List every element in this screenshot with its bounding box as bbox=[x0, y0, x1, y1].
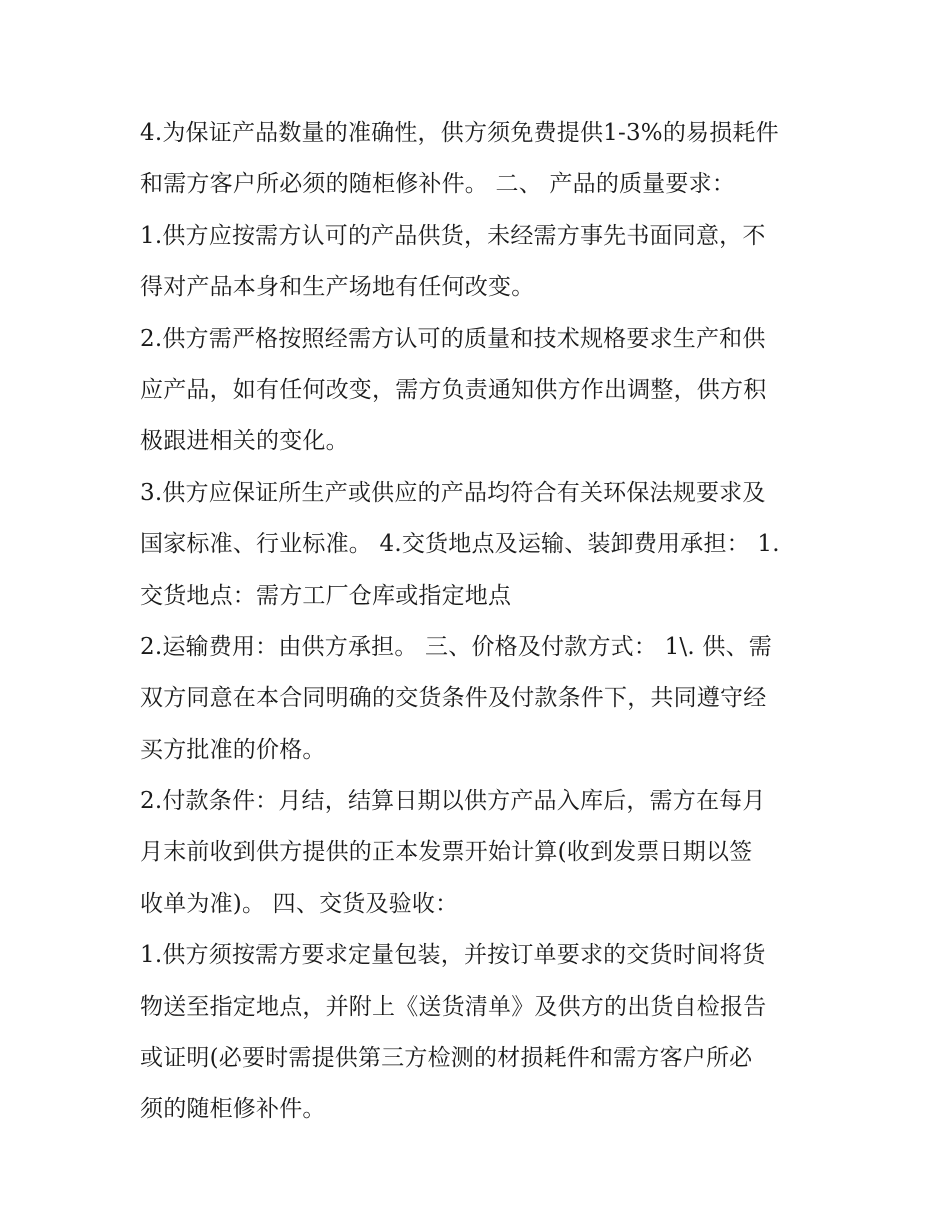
text-line: 2.供方需严格按照经需方认可的质量和技术规格要求生产和供 bbox=[140, 325, 766, 352]
text-line: 买方批准的价格。 bbox=[140, 736, 326, 763]
text-line: 2.付款条件：月结，结算日期以供方产品入库后，需方在每月 bbox=[140, 788, 766, 815]
text-line: 双方同意在本合同明确的交货条件及付款条件下，共同遵守经 bbox=[140, 685, 767, 712]
text-line: 和需方客户所必须的随柜修补件。 二、 产品的质量要求： bbox=[140, 171, 736, 198]
text-line: 交货地点：需方工厂仓库或指定地点 bbox=[140, 582, 512, 609]
text-line: 收单为准)。 四、交货及验收： bbox=[140, 890, 459, 917]
text-line: 极跟进相关的变化。 bbox=[140, 428, 349, 455]
text-line: 得对产品本身和生产场地有任何改变。 bbox=[140, 274, 535, 301]
document-body bbox=[140, 108, 820, 1136]
text-line: 3.供方应保证所生产或供应的产品均符合有关环保法规要求及 bbox=[140, 479, 766, 506]
text-line: 1.供方须按需方要求定量包装，并按订单要求的交货时间将货 bbox=[140, 942, 766, 969]
text-line: 应产品，如有任何改变，需方负责通知供方作出调整，供方积 bbox=[140, 376, 767, 403]
text-line: 2.运输费用：由供方承担。 三、价格及付款方式： 1\. 供、需 bbox=[140, 633, 772, 660]
text-line: 月末前收到供方提供的正本发票开始计算(收到发票日期以签 bbox=[140, 839, 753, 866]
text-line: 物送至指定地点，并附上《送货清单》及供方的出货自检报告 bbox=[140, 993, 767, 1020]
text-line: 须的随柜修补件。 bbox=[140, 1096, 326, 1123]
text-line: 1.供方应按需方认可的产品供货，未经需方事先书面同意，不 bbox=[140, 222, 766, 249]
text-line: 4.为保证产品数量的准确性，供方须免费提供1-3%的易损耗件 bbox=[140, 120, 779, 146]
text-line: 国家标准、行业标准。 4.交货地点及运输、装卸费用承担： 1. bbox=[140, 531, 780, 558]
text-line: 或证明(必要时需提供第三方检测的材损耗件和需方客户所必 bbox=[140, 1045, 753, 1072]
